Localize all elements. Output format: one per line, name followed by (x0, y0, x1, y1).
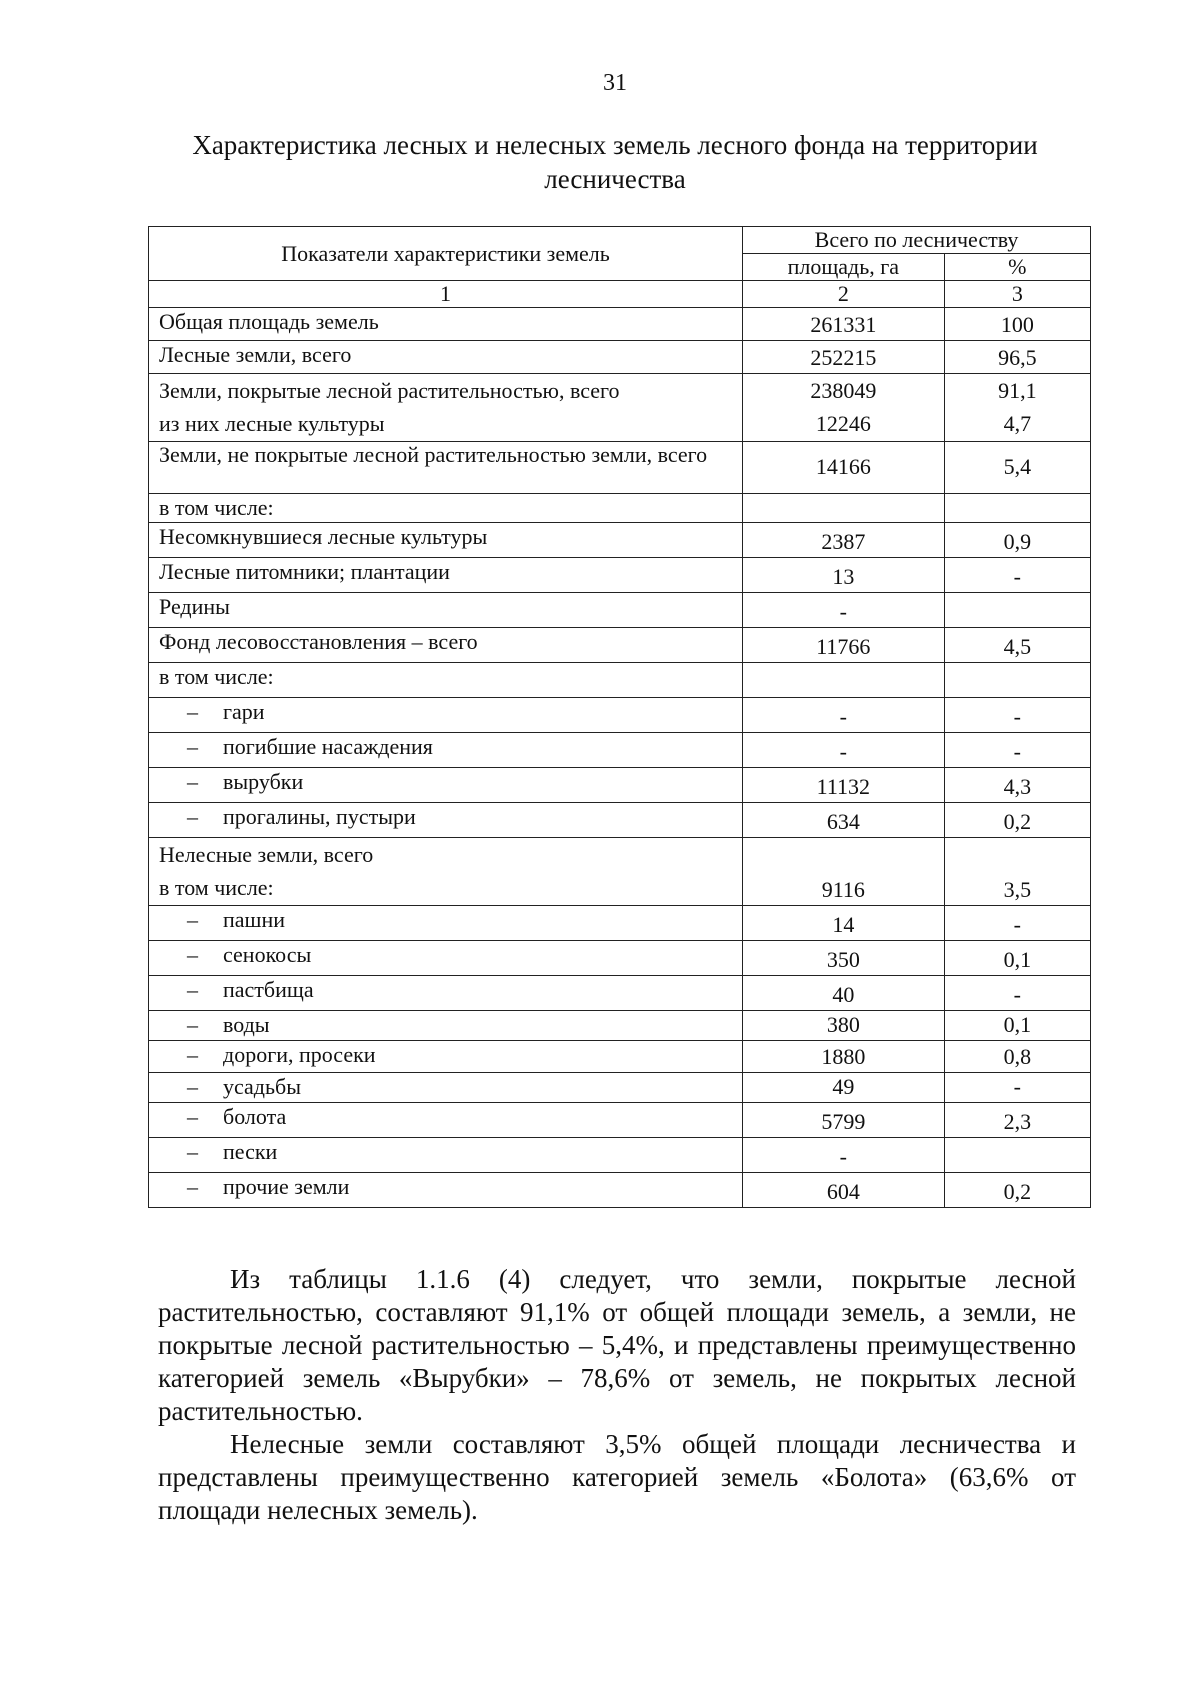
row-label (149, 768, 743, 803)
row-percent: - (944, 698, 1090, 733)
row-label: Несомкнувшиеся лесные культуры (149, 523, 743, 558)
dash-marker: – (187, 1104, 198, 1129)
row-percent-line: 91,1 (998, 378, 1037, 403)
table-row (149, 976, 1091, 1011)
table-row (149, 442, 1091, 494)
row-area-line: 12246 (815, 411, 871, 436)
row-label (149, 374, 743, 442)
row-percent: 5,4 (944, 442, 1090, 494)
row-area: 49 (743, 1073, 945, 1103)
table-row (149, 593, 1091, 628)
row-area: 5799 (743, 1103, 945, 1138)
row-label-text: дороги, просеки (223, 1042, 376, 1067)
paragraph-text: Нелесные земли составляют 3,5% общей площади лесничества и представлены преимущественно категорией земель «Болота» (63,6% от площади нелесных земель). (158, 1429, 1076, 1525)
row-label (149, 1173, 743, 1208)
row-percent: 4,3 (944, 768, 1090, 803)
row-percent-line: 4,7 (1003, 411, 1032, 436)
row-label-text: пастбища (223, 977, 314, 1002)
row-label-line: Земли, покрытые лесной растительностью, всего (159, 378, 620, 403)
dash-marker: – (187, 734, 198, 759)
table-row (149, 663, 1091, 698)
row-label (149, 906, 743, 941)
row-label: Редины (149, 593, 743, 628)
table-row (149, 941, 1091, 976)
table-row (149, 308, 1091, 341)
row-percent: 4,5 (944, 628, 1090, 663)
column-index-row (149, 281, 1091, 308)
row-label-text: усадьбы (223, 1074, 301, 1099)
row-area: - (743, 698, 945, 733)
row-area: 252215 (743, 341, 945, 374)
row-label: Лесные питомники; плантации (149, 558, 743, 593)
row-percent (944, 1138, 1090, 1173)
table-row (149, 768, 1091, 803)
row-label: в том числе: (149, 494, 743, 523)
table-row (149, 803, 1091, 838)
row-label (149, 803, 743, 838)
row-label (149, 698, 743, 733)
row-label (149, 733, 743, 768)
table-row (149, 1011, 1091, 1041)
row-area: 380 (743, 1011, 945, 1041)
row-area (743, 663, 945, 698)
row-percent: 96,5 (944, 341, 1090, 374)
row-area (743, 494, 945, 523)
column-index-2: 2 (743, 281, 945, 308)
row-label-text: прогалины, пустыри (223, 804, 416, 829)
row-label-text: сенокосы (223, 942, 312, 967)
table-row (149, 1173, 1091, 1208)
row-label: Лесные земли, всего (149, 341, 743, 374)
row-percent: 0,1 (944, 1011, 1090, 1041)
table-row (149, 523, 1091, 558)
title-line-2: лесничества (544, 164, 686, 194)
column-index-1: 1 (149, 281, 743, 308)
row-area: 13 (743, 558, 945, 593)
row-label-text: воды (223, 1012, 270, 1037)
row-percent (944, 593, 1090, 628)
row-label-line: в том числе: (159, 875, 274, 900)
row-area: 2387 (743, 523, 945, 558)
table-row (149, 558, 1091, 593)
row-percent: - (944, 1073, 1090, 1103)
row-percent: 0,1 (944, 941, 1090, 976)
table-row (149, 628, 1091, 663)
table-row (149, 1103, 1091, 1138)
body-paragraph-1 (158, 1263, 1076, 1428)
table-row (149, 906, 1091, 941)
row-area: 350 (743, 941, 945, 976)
row-area: 11766 (743, 628, 945, 663)
table-row (149, 1138, 1091, 1173)
dash-marker: – (187, 1042, 198, 1067)
land-characteristics-table (148, 226, 1091, 1208)
row-area: 14166 (743, 442, 945, 494)
row-area: - (743, 733, 945, 768)
dash-marker: – (187, 977, 198, 1002)
row-percent (944, 494, 1090, 523)
row-area: - (743, 593, 945, 628)
table-row (149, 838, 1091, 906)
row-label (149, 1011, 743, 1041)
row-area: 40 (743, 976, 945, 1011)
dash-marker: – (187, 1174, 198, 1199)
row-area: 634 (743, 803, 945, 838)
table-row (149, 1073, 1091, 1103)
dash-marker: – (187, 1139, 198, 1164)
row-area-line: 238049 (810, 378, 877, 403)
row-percent: - (944, 976, 1090, 1011)
row-label-text: пашни (223, 907, 286, 932)
table-row (149, 341, 1091, 374)
dash-marker: – (187, 769, 198, 794)
row-label (149, 1138, 743, 1173)
dash-marker: – (187, 804, 198, 829)
dash-marker: – (187, 907, 198, 932)
row-percent: 0,2 (944, 1173, 1090, 1208)
page-title (150, 128, 1080, 196)
row-area: 261331 (743, 308, 945, 341)
row-area: - (743, 1138, 945, 1173)
row-percent: - (944, 733, 1090, 768)
row-label (149, 1073, 743, 1103)
row-label (149, 1041, 743, 1073)
dash-marker: – (187, 1012, 198, 1037)
header-percent: % (944, 254, 1090, 281)
row-label: Земли, не покрытые лесной растительностью земли, всего (149, 442, 743, 494)
header-area: площадь, га (743, 254, 945, 281)
row-label: в том числе: (149, 663, 743, 698)
page-number: 31 (603, 70, 627, 96)
row-label-text: погибшие насаждения (223, 734, 433, 759)
row-label-text: вырубки (223, 769, 304, 794)
row-area: 14 (743, 906, 945, 941)
row-percent: 0,8 (944, 1041, 1090, 1073)
dash-marker: – (187, 699, 198, 724)
row-label: Фонд лесовосстановления – всего (149, 628, 743, 663)
row-percent: - (944, 906, 1090, 941)
table-row (149, 733, 1091, 768)
table-row (149, 374, 1091, 442)
row-area (743, 374, 945, 442)
row-label-text: прочие земли (223, 1174, 350, 1199)
paragraph-text: Из таблицы 1.1.6 (4) следует, что земли, покрытые лесной растительностью, составляют 91,1% от общей площади земель, а земли, не покрытые лесной растительностью – 5,4%, и представлены преимущественно категорией земель «Вырубки» – 78,6% от земель, не покрытых лесной растительностью. (158, 1264, 1076, 1426)
row-percent: 100 (944, 308, 1090, 341)
row-percent: 2,3 (944, 1103, 1090, 1138)
row-label (149, 838, 743, 906)
row-label (149, 941, 743, 976)
table-row (149, 494, 1091, 523)
header-row (149, 227, 1091, 254)
row-label-text: болота (223, 1104, 287, 1129)
table-row (149, 1041, 1091, 1073)
row-percent: 3,5 (944, 838, 1090, 906)
row-percent (944, 663, 1090, 698)
row-area: 1880 (743, 1041, 945, 1073)
row-percent: 0,9 (944, 523, 1090, 558)
row-label-text: гари (223, 699, 265, 724)
column-index-3: 3 (944, 281, 1090, 308)
row-area: 9116 (743, 838, 945, 906)
row-label-text: пески (223, 1139, 278, 1164)
row-percent (944, 374, 1090, 442)
row-label (149, 1103, 743, 1138)
row-label-line: Нелесные земли, всего (159, 842, 374, 867)
row-label: Общая площадь земель (149, 308, 743, 341)
row-percent: - (944, 558, 1090, 593)
row-label-line: из них лесные культуры (159, 411, 385, 436)
table-row (149, 698, 1091, 733)
row-percent: 0,2 (944, 803, 1090, 838)
row-area: 11132 (743, 768, 945, 803)
row-area: 604 (743, 1173, 945, 1208)
row-label (149, 976, 743, 1011)
dash-marker: – (187, 942, 198, 967)
header-total: Всего по лесничеству (743, 227, 1091, 254)
header-indicator: Показатели характеристики земель (149, 227, 743, 281)
dash-marker: – (187, 1074, 198, 1099)
title-line-1: Характеристика лесных и нелесных земель лесного фонда на территории (192, 130, 1038, 160)
body-paragraph-2 (158, 1428, 1076, 1527)
